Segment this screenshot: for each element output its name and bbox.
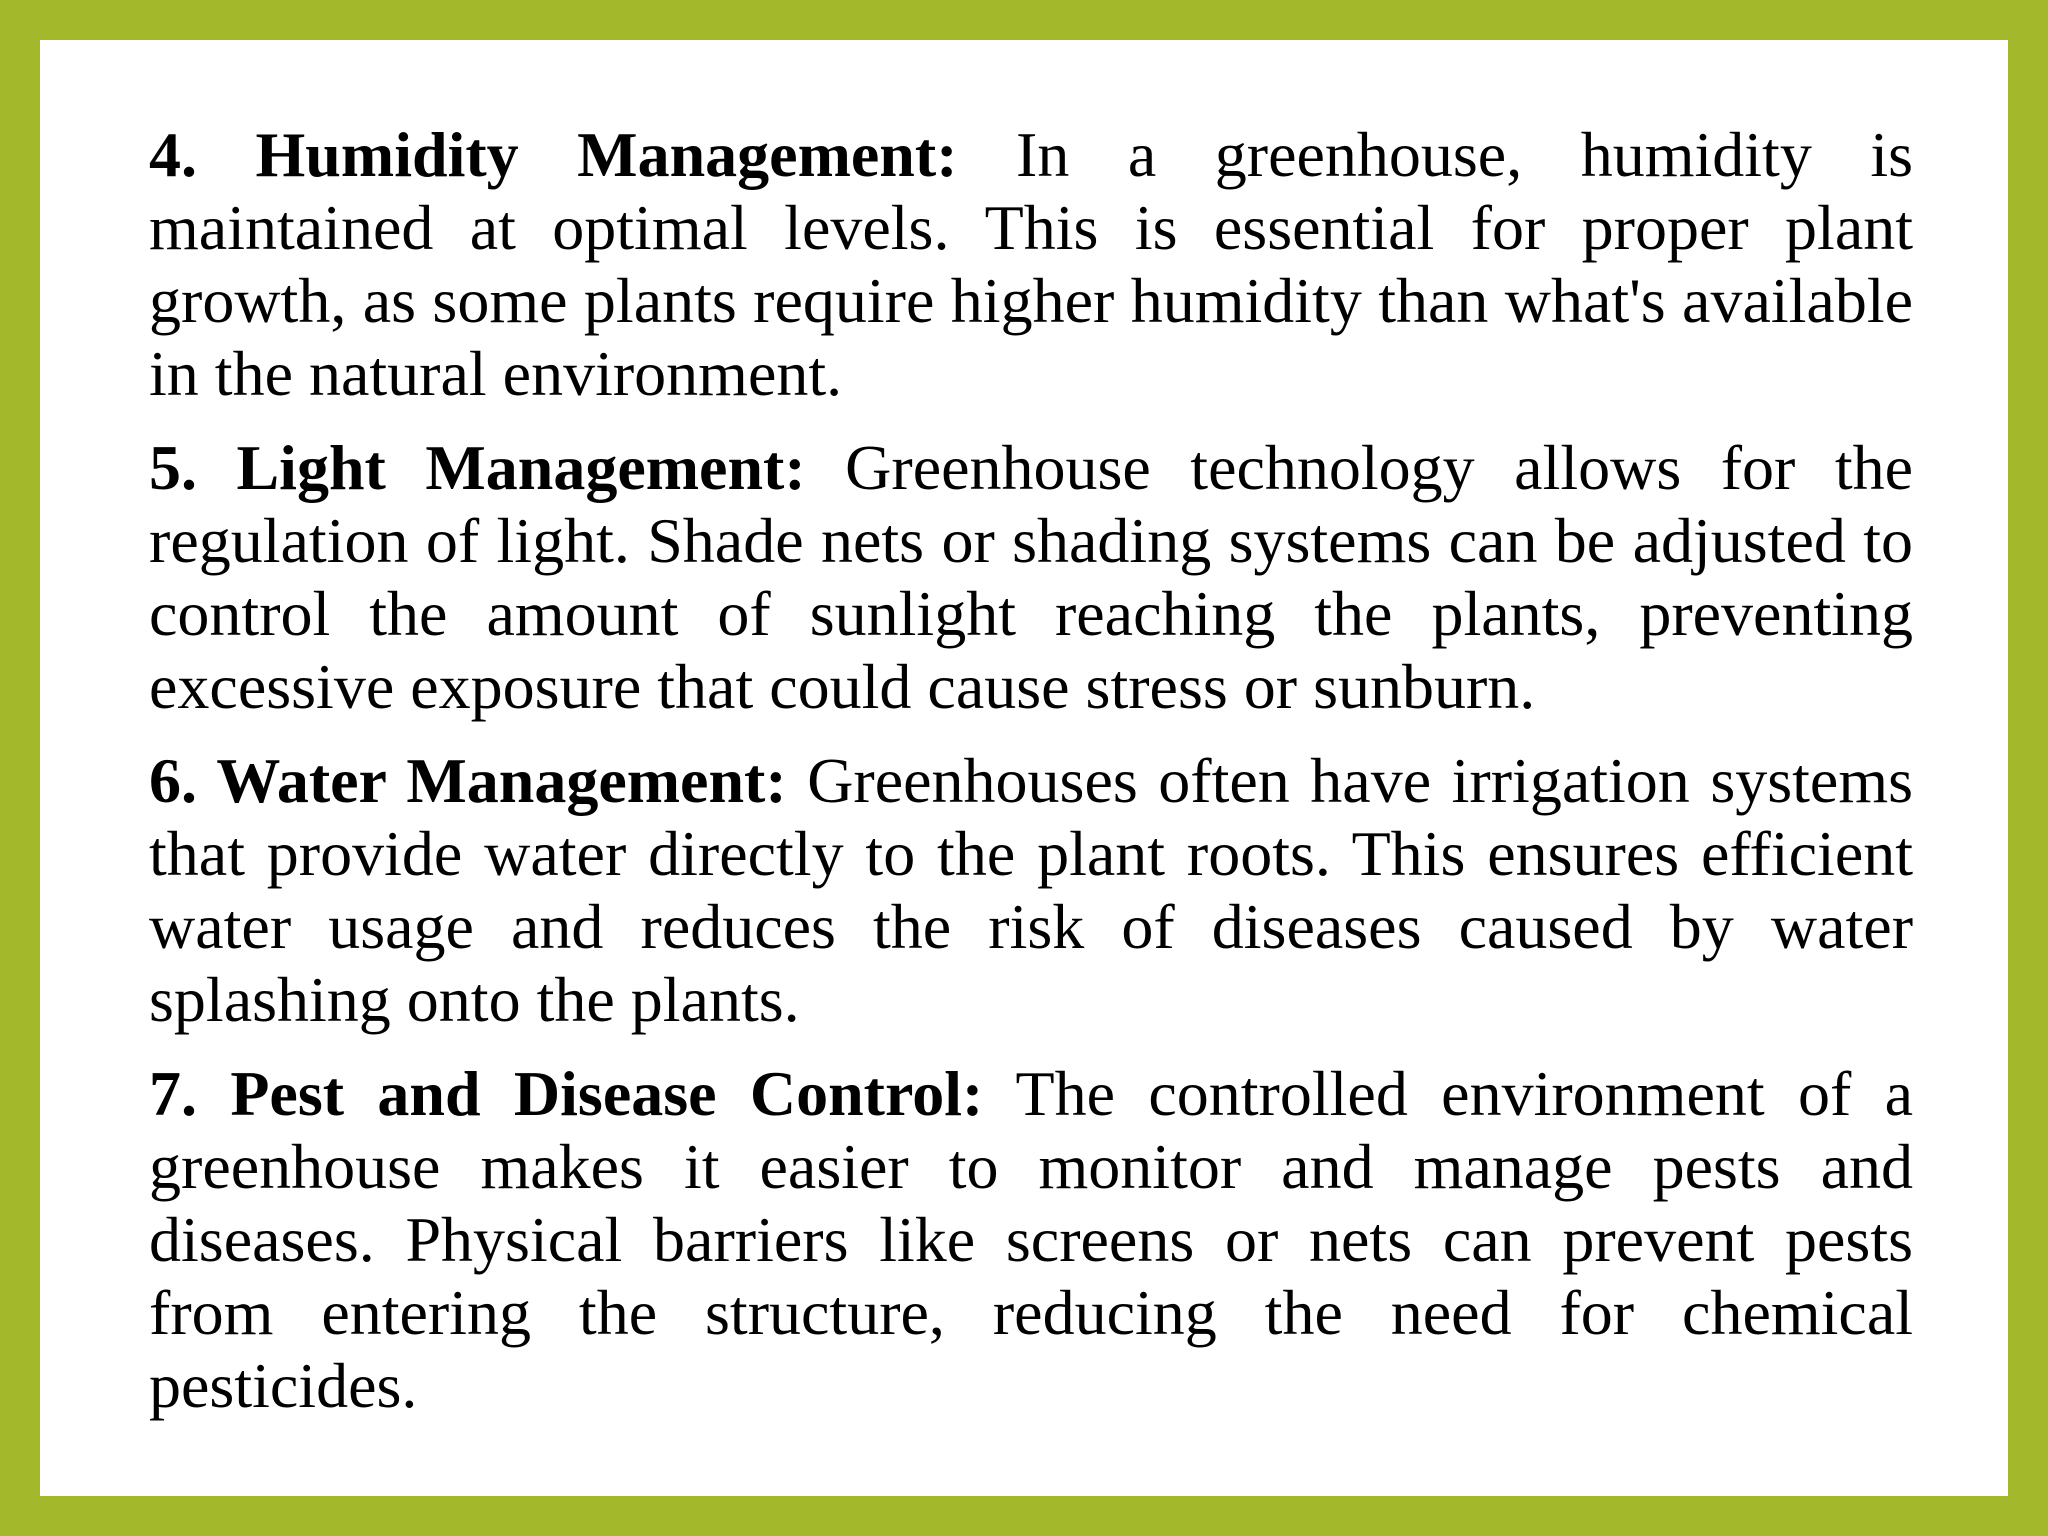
item-water-management — [149, 744, 1913, 1036]
item-body: In a greenhouse, humidity is maintained at optimal levels. This is essential for proper plant growth, as some plants require higher humidity than what's available in the natural environment. — [149, 119, 1914, 409]
item-pest-disease-control — [149, 1057, 1913, 1422]
item-heading: 7. Pest and Disease Control: — [149, 1058, 984, 1129]
item-heading: 4. Humidity Management: — [149, 119, 958, 190]
slide-content — [40, 40, 2008, 1496]
item-body: Greenhouses often have irrigation systems that provide water directly to the plant roots. This ensures efficient water usage and reduces the risk of diseases caused by water splashing onto the plants. — [149, 745, 1914, 1035]
item-light-management — [149, 431, 1913, 723]
item-heading: 6. Water Management: — [149, 745, 787, 816]
item-body: Greenhouse technology allows for the regulation of light. Shade nets or shading systems can be adjusted to control the amount of sunlight reaching the plants, preventing excessive exposure that could cause stress or sunburn. — [149, 432, 1914, 722]
item-body: The controlled environment of a greenhouse makes it easier to monitor and manage pests and diseases. Physical barriers like screens or nets can prevent pests from entering the structure, reducing the need for chemical pesticides. — [149, 1058, 1914, 1421]
item-humidity-management — [149, 118, 1913, 410]
item-heading: 5. Light Management: — [149, 432, 806, 503]
